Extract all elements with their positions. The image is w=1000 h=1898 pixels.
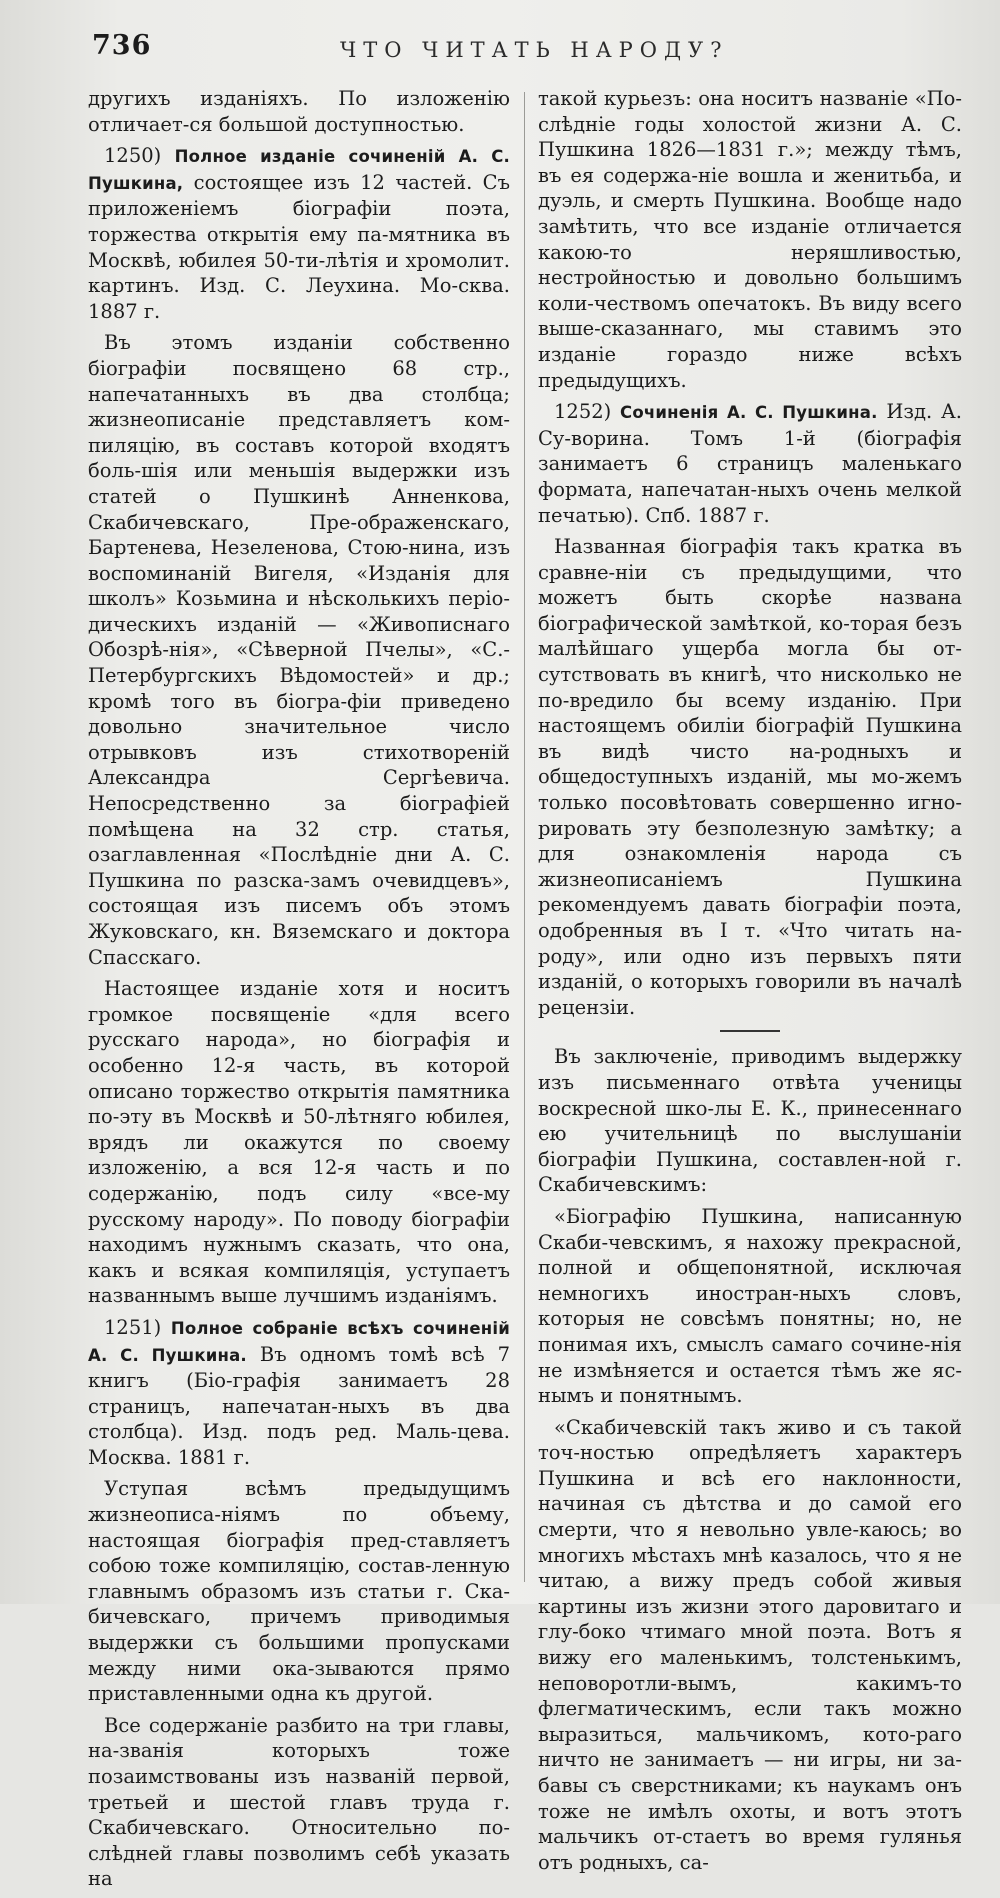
quotation: «Скабичевскій такъ живо и съ такой точ-ностью опредѣляетъ характеръ Пушкина и всѣ его наклонности, начиная съ дѣтства и до самой его смерти, что я невольно увле-каюсь; во многихъ мѣстахъ мнѣ казалось, что я не читаю, а вижу предъ собой живыя картины изъ жизни этого даровитаго и глу-боко чтимаго мной поэта. Вотъ я вижу его маленькимъ, толстенькимъ, неповоротли-вымъ, какимъ-то флегматическимъ, если такъ можно выразиться, мальчикомъ, кото-раго ничто не занимаетъ — ни игры, ни за-бавы съ сверстниками; къ наукамъ онъ тоже не имѣлъ охоты, и вотъ этотъ мальчикъ от-стаетъ во время гулянья отъ родныхъ, са- — [538, 1415, 962, 1874]
paragraph: Въ этомъ изданіи собственно біографіи посвящено 68 стр., напечатанныхъ въ два столбца; жизнеописаніе представляетъ ком-пиляцію, въ составъ которой входятъ боль-шія или меньшія выдержки изъ статей о Пушкинѣ Анненкова, Скабичевскаго, Пре-ображенскаго, Бартенева, Незеленова, Стою-нина, изъ воспоминаній Вигеля, «Изданія для школъ» Козьмина и нѣсколькихъ періо-дическихъ изданій — «Живописнаго Обозрѣ-нія», «Сѣверной Пчелы», «С.-Петербургскихъ Вѣдомостей» и др.; кромѣ того въ біогра-фіи приведено довольно значительное число отрывковъ изъ стихотвореній Александра Сергѣевича. Непосредственно за біографіей помѣщена на 32 стр. статья, озаглавленная «Послѣдніе дни А. С. Пушкина по разска-замъ очевидцевъ», состоящая изъ писемъ объ этомъ Жуковскаго, кн. Вяземскаго и доктора Спасскаго. — [88, 331, 510, 969]
entry-1250 — [88, 143, 510, 324]
entry-title: Полное собраніе всѣхъ сочиненій А. С. Пушкина. — [88, 1318, 510, 1365]
paragraph: Названная біографія такъ кратка въ сравне-ніи съ предыдущими, что можетъ быть скорѣе названа біографической замѣткой, ко-торая безъ малѣйшаго ущерба могла бы от-сутствовать въ книгѣ, что нисколько не по-вредило бы всему изданію. При настоящемъ обиліи біографій Пушкина въ видѣ чисто на-родныхъ и общедоступныхъ изданій, мы мо-жемъ только посовѣтовать совершенно игно-рировать эту безполезную замѣтку; а для ознакомленія народа съ жизнеописаніемъ Пушкина рекомендуемъ давать біографіи поэта, одобренныя въ I т. «Что читать на-роду», или одно изъ первыхъ пяти изданій, о которыхъ говорили въ началѣ рецензіи. — [538, 535, 962, 1019]
paragraph: Все содержаніе разбито на три главы, на-званія которыхъ тоже позаимствованы изъ названій первой, третьей и шестой главъ труда г. Скабичевскаго. Относительно по-слѣдней главы позволимъ себѣ указать на — [88, 1713, 510, 1891]
running-title: ЧТО ЧИТАТЬ НАРОДУ? — [340, 38, 729, 62]
entry-number: 1250) — [104, 144, 162, 168]
left-column — [88, 86, 510, 1898]
entry-details: Изд. А. Су-ворина. Томъ 1-й (біографія занимаетъ 6 страницъ маленькаго формата, напечатан-ныхъ очень мелкой печатью). Спб. 1887 г. — [538, 400, 962, 527]
right-column — [538, 86, 962, 1881]
entry-number: 1252) — [554, 400, 612, 424]
column-divider — [524, 92, 525, 1582]
entry-details: состоящее изъ 12 частей. Съ приложеніемъ біографіи поэта, торжества открытія ему па-мятника въ Москвѣ, юбилея 50-ти-лѣтія и хромолит. картинъ. Изд. С. Леухина. Мо-сква. 1887 г. — [88, 170, 511, 323]
entry-title: Полное изданіе сочиненій А. С. Пушкина, — [88, 147, 510, 193]
paragraph: другихъ изданіяхъ. По изложенію отличает-ся большой доступностью. — [88, 87, 510, 136]
entry-number: 1251) — [104, 1315, 162, 1339]
paragraph: Настоящее изданіе хотя и носитъ громкое посвященіе «для всего русскаго народа», но біографія и особенно 12-я часть, въ которой описано торжество открытія памятника по-эту въ Москвѣ и 50-лѣтняго юбилея, врядъ ли окажутся по своему изложенію, а вся 12-я часть и по содержанію, подъ силу «все-му русскому народу». По поводу біографіи находимъ нужнымъ сказать, что она, какъ и всякая компиляція, уступаетъ названнымъ выше лучшимъ изданіямъ. — [88, 977, 510, 1308]
entry-1251 — [88, 1315, 510, 1471]
page-number: 736 — [92, 30, 152, 61]
paragraph: Въ заключеніе, приводимъ выдержку изъ письменнаго отвѣта ученицы воскресной шко-лы Е. К., принесеннаго ею учительницѣ по выслушаніи біографіи Пушкина, составлен-ной г. Скабичевскимъ: — [538, 1045, 962, 1197]
entry-1252 — [538, 399, 962, 528]
quotation: «Біографію Пушкина, написанную Скаби-чевскимъ, я нахожу прекрасной, полной и общепонятной, исключая немногихъ иностран-ныхъ словъ, которыя не совсѣмъ понятны; но, не понимая ихъ, смыслъ самаго сочине-нія не измѣняется и остается тѣмъ же яс-нымъ и понятнымъ. — [538, 1204, 962, 1408]
paragraph: такой курьезъ: она носитъ названіе «По-слѣдніе годы холостой жизни А. С. Пушкина 1826—1831 г.»; между тѣмъ, въ ея содержа-ніе вошла и женитьба, и дуэль, и смерть Пушкина. Вообще надо замѣтить, что все изданіе отличается какою-то неряшливостью, нестройностью и довольно большимъ коли-чествомъ опечатокъ. Въ виду всего выше-сказаннаго, мы ставимъ это изданіе гораздо ниже всѣхъ предыдущихъ. — [538, 87, 962, 392]
paragraph: Уступая всѣмъ предыдущимъ жизнеописа-ніямъ по объему, настоящая біографія пред-ставляетъ собою тоже компиляцію, состав-ленную главнымъ образомъ изъ статьи г. Ска-бичевскаго, причемъ приводимыя выдержки съ большими пропусками между ними ока-зываются прямо приставленными одна къ другой. — [88, 1477, 510, 1706]
section-separator — [720, 1030, 780, 1032]
entry-title: Сочиненія А. С. Пушкина. — [620, 403, 878, 423]
entry-details: Въ одномъ томѣ всѣ 7 книгъ (Біо-графія занимаетъ 28 страницъ, напечатан-ныхъ въ два столбца). Изд. подъ ред. Маль-цева. Москва. 1881 г. — [88, 1342, 511, 1469]
